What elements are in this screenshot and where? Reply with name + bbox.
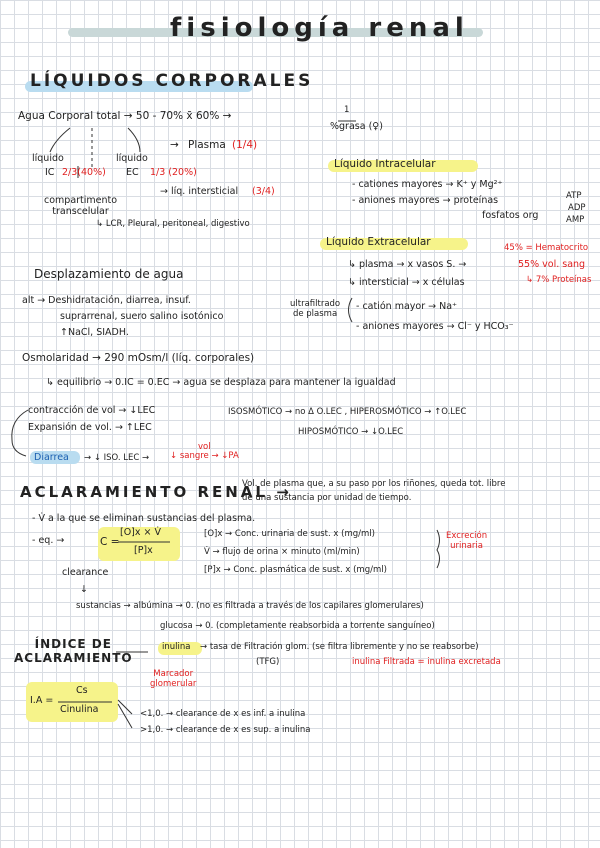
marcador-glomerular: Marcador glomerular [150,669,197,689]
v-definition: V̇ → flujo de orina × minuto (ml/min) [204,547,360,557]
ic-label: IC [45,167,55,178]
sustancias-line: sustancias → albúmina → 0. (no es filtrada a través de los capilares glomerulares) [76,601,424,611]
o-definition: [O]x → Conc. urinaria de sust. x (mg/ml) [204,529,375,539]
intersticial-fraction: (3/4) [252,186,275,197]
desplazamiento-alt: alt → Deshidratación, diarrea, insuf. [22,295,191,306]
hiposmotico-line: HIPOSMÓTICO → ↓O.LEC [298,427,404,437]
fosfatos-label: fosfatos org [482,210,539,221]
intracelular-heading: Líquido Intracelular [334,158,436,170]
liquidos-heading: LÍQUIDOS CORPORALES [30,71,314,91]
isosmotico-line: ISOSMÓTICO → no Δ O.LEC , HIPEROSMÓTICO → ↑O.LEC [228,407,467,417]
aclaramiento-definicion2: de una sustancia por unidad de tiempo. [242,493,412,503]
desplazamiento-heading: Desplazamiento de agua [34,267,184,281]
expansion-line: Expansión de vol. → ↑LEC [28,422,152,433]
formula-numerator: [O]x × V̇ [120,527,162,538]
ia-menor-line: <1,0. → clearance de x es inf. a inulina [140,709,306,719]
agua-total-line: Agua Corporal total → 50 - 70% x̄ 60% → [18,110,232,122]
tfg-label: (TFG) [256,657,280,667]
adp-label: ADP [568,203,586,213]
indice-heading: ÍNDICE DE ACLARAMIENTO [14,637,133,665]
ia-mayor-line: >1,0. → clearance de x es sup. a inulina [140,725,311,735]
excrecion-label: Excreción urinaria [446,531,488,551]
sangre-label: ↓ sangre → ↓PA [170,451,239,461]
contraccion-line: contracción de vol → ↓LEC [28,405,156,416]
amp-label: AMP [566,215,585,225]
extracelular-plasma: ↳ plasma → x vasos S. → [348,259,467,270]
plasma-arrow: → [170,139,179,151]
proteinas-label: ↳ 7% Proteínas [526,275,592,285]
fraction-den: %grasa (♀) [330,121,383,132]
osmolaridad-line: Osmolaridad → 290 mOsm/l (líq. corporales) [22,352,255,364]
plasma-vol-sang: 55% vol. sang [518,259,586,270]
ic-fraction: 2/3(40%) [62,167,106,178]
ia-denominator: Cinulina [60,704,99,715]
inulina-label: inulina [162,642,191,652]
ia-label: I.A = [30,695,54,706]
aclaramiento-heading: ACLARAMIENTO RENAL → [20,483,292,501]
transcelular-examples: ↳ LCR, Pleural, peritoneal, digestivo [96,219,250,229]
liquido-ec-label: líquido [116,153,148,164]
diarrea-label: Diarrea [34,452,69,463]
transcelular-label: compartimento transcelular [44,195,118,217]
plasma-label: Plasma [188,139,226,151]
eq-label: - eq. → [32,535,65,546]
p-definition: [P]x → Conc. plasmática de sust. x (mg/ml) [204,565,387,575]
extracelular-cation: - catión mayor → Na⁺ [356,301,458,312]
hematocrito-label: 45% = Hematocrito [504,243,589,253]
vol-label: vol [198,442,211,452]
aclaramiento-definicion: Vol. de plasma que, a su paso por los riñones, queda tot. libre [242,479,506,489]
inulina-filtrada: inulina Filtrada = inulina excretada [352,657,501,667]
intracelular-aniones: - aniones mayores → proteínas [352,195,499,206]
ultrafiltrado-label: ultrafiltrado de plasma [290,299,341,319]
clearance-down-arrow: ↓ [80,584,88,595]
liquido-ic-label: líquido [32,153,64,164]
v-line: - V̇ a la que se eliminan sustancias del plasma. [32,513,256,524]
extracelular-heading: Líquido Extracelular [326,236,431,248]
plasma-fraction: (1/4) [232,139,258,151]
formula-denominator: [P]x [134,545,153,556]
desplazamiento-alt3: ↑NaCl, SIADH. [60,327,129,338]
intersticial-label: → líq. intersticial [160,186,239,197]
c-eq-label: C = [100,536,120,548]
glucosa-line: glucosa → 0. (completamente reabsorbida a torrente sanguíneo) [160,621,435,631]
ec-label: EC [126,167,139,178]
clearance-label: clearance [62,567,109,578]
atp-label: ATP [566,191,582,201]
extracelular-aniones: - aniones mayores → Cl⁻ y HCO₃⁻ [356,321,514,332]
extracelular-intersticial: ↳ intersticial → x células [348,277,465,288]
page-title: fisiología renal [170,13,469,43]
inulina-rest: → tasa de Filtración glom. (se filtra libremente y no se reabsorbe) [200,642,479,652]
equilibrio-line: ↳ equilibrio → 0.IC = 0.EC → agua se desplaza para mantener la igualdad [46,377,396,388]
intracelular-cationes: - cationes mayores → K⁺ y Mg²⁺ [352,179,503,190]
fraction-num: 1 [344,105,350,115]
ec-fraction: 1/3 (20%) [150,167,197,178]
diarrea-rest: → ↓ ISO. LEC → [84,453,150,463]
ia-numerator: Cs [76,685,88,696]
desplazamiento-alt2: suprarrenal, suero salino isotónico [60,311,224,322]
